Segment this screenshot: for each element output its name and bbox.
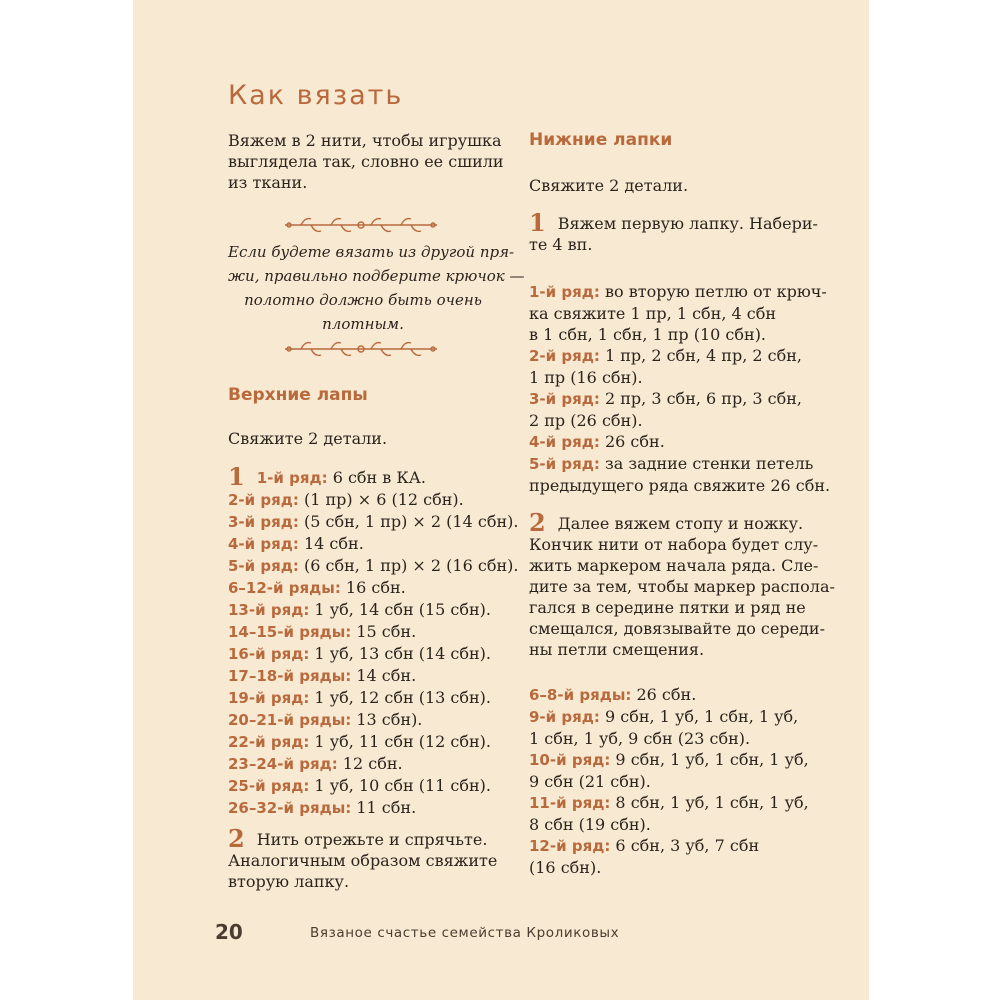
lower-rows-b: 6–8-й ряды: 26 сбн. 9-й ряд: 9 сбн, 1 уб, 1 сбн, 1 уб, 1 сбн, 1 уб, 9 сбн (23 сбн). 10-й ряд: 9 сбн, 1 уб, 1 сбн, 1 уб, 9 сбн (21 сбн). 11-й ряд: 8 сбн, 1 уб, 1 сбн, 1 уб, 8 сбн (19 сбн). 12-й ряд: 6 сбн, 3 уб, 7 сбн (16 сбн).	[529, 684, 829, 878]
row-line: 22-й ряд: 1 уб, 11 сбн (12 сбн).	[228, 732, 491, 751]
row-line: 3-й ряд: 2 пр, 3 сбн, 6 пр, 3 сбн,	[529, 389, 802, 408]
upper-rows	[228, 462, 519, 819]
make-parts-lower: Свяжите 2 детали.	[529, 176, 689, 195]
row-line: 14–15-й ряды: 15 сбн.	[228, 622, 417, 641]
row-line: 1-й ряд: во вторую петлю от крюч-	[529, 282, 827, 301]
intro-text: Вяжем в 2 нити, чтобы игрушка выглядела так, словно ее сшили из ткани.	[228, 131, 504, 192]
lower-step2: 2 Далее вяжем стопу и ножку. Кончик нити от набора будет слу- жить маркером начала ряда. Сле- дите за тем, чтобы маркер распола- гался в середине пятки и ряд не смещался, довязывайте до середи- ны петли смещения.	[529, 508, 835, 659]
page-number: 20	[215, 920, 243, 944]
upper-step2: 2 Нить отрежьте и спрячьте. Аналогичным образом свяжите вторую лапку.	[228, 824, 498, 891]
note-line: полотно должно быть очень	[244, 291, 482, 309]
row-line: 10-й ряд: 9 сбн, 1 уб, 1 сбн, 1 уб,	[529, 750, 809, 769]
step-number: 1	[529, 208, 546, 237]
row-line: 4-й ряд: 14 сбн.	[228, 534, 364, 553]
row-line: 25-й ряд: 1 уб, 10 сбн (11 сбн).	[228, 776, 491, 795]
row-line: 1 1-й ряд: 6 сбн в КА.	[228, 462, 426, 491]
row-line: 2-й ряд: 1 пр, 2 сбн, 4 пр, 2 сбн,	[529, 346, 802, 365]
note-line: Если будете вязать из другой пря-	[228, 243, 515, 261]
step-number: 1	[228, 462, 245, 491]
row-line: 20–21-й ряды: 13 сбн).	[228, 710, 423, 729]
note-line: плотным.	[322, 315, 404, 333]
step-number: 2	[529, 508, 546, 537]
yarn-note	[228, 240, 525, 336]
page	[133, 0, 869, 1000]
page-footer	[215, 920, 620, 944]
row-line: 6–8-й ряды: 26 сбн.	[529, 685, 697, 704]
row-line: 16-й ряд: 1 уб, 13 сбн (14 сбн).	[228, 644, 491, 663]
row-line: 3-й ряд: (5 сбн, 1 пр) × 2 (14 сбн).	[228, 512, 519, 531]
row-line: 5-й ряд: (6 сбн, 1 пр) × 2 (16 сбн).	[228, 556, 519, 575]
lower-rows-a: 1-й ряд: во вторую петлю от крюч- ка свяжите 1 пр, 1 сбн, 4 сбн в 1 сбн, 1 сбн, 1 пр (10 сбн). 2-й ряд: 1 пр, 2 сбн, 4 пр, 2 сбн, 1 пр (16 сбн). 3-й ряд: 2 пр, 3 сбн, 6 пр, 3 сбн, 2 пр (26 сбн). 4-й ряд: 26 сбн. 5-й ряд: за задние стенки петель предыдущего ряда свяжите 26 сбн.	[529, 282, 831, 495]
make-parts-upper: Свяжите 2 детали.	[228, 429, 388, 448]
lower-step1: 1 Вяжем первую лапку. Набери- те 4 вп.	[529, 208, 818, 254]
row-line: 23–24-й ряд: 12 сбн.	[228, 754, 403, 773]
row-line: 4-й ряд: 26 сбн.	[529, 432, 665, 451]
row-line: 12-й ряд: 6 сбн, 3 уб, 7 сбн	[529, 836, 760, 855]
row-line: 26–32-й ряды: 11 сбн.	[228, 798, 417, 817]
row-line: 9-й ряд: 9 сбн, 1 уб, 1 сбн, 1 уб,	[529, 707, 799, 726]
heading-upper-paws: Верхние лапы	[228, 385, 368, 405]
row-line: 11-й ряд: 8 сбн, 1 уб, 1 сбн, 1 уб,	[529, 793, 809, 812]
heading-lower-paws: Нижние лапки	[529, 130, 673, 150]
floral-divider-icon	[281, 338, 441, 360]
row-line: 6–12-й ряды: 16 сбн.	[228, 578, 406, 597]
page-title: Как вязать	[228, 80, 404, 111]
step-number: 2	[228, 824, 245, 853]
row-line: 5-й ряд: за задние стенки петель	[529, 454, 814, 473]
floral-divider-icon	[281, 214, 441, 236]
row-line: 13-й ряд: 1 уб, 14 сбн (15 сбн).	[228, 600, 491, 619]
note-line: жи, правильно подберите крючок —	[228, 267, 525, 285]
row-line: 17–18-й ряды: 14 сбн.	[228, 666, 417, 685]
book-title: Вязаное счастье семейства Кроликовых	[310, 925, 620, 941]
row-line: 19-й ряд: 1 уб, 12 сбн (13 сбн).	[228, 688, 491, 707]
row-line: 2-й ряд: (1 пр) × 6 (12 сбн).	[228, 490, 464, 509]
